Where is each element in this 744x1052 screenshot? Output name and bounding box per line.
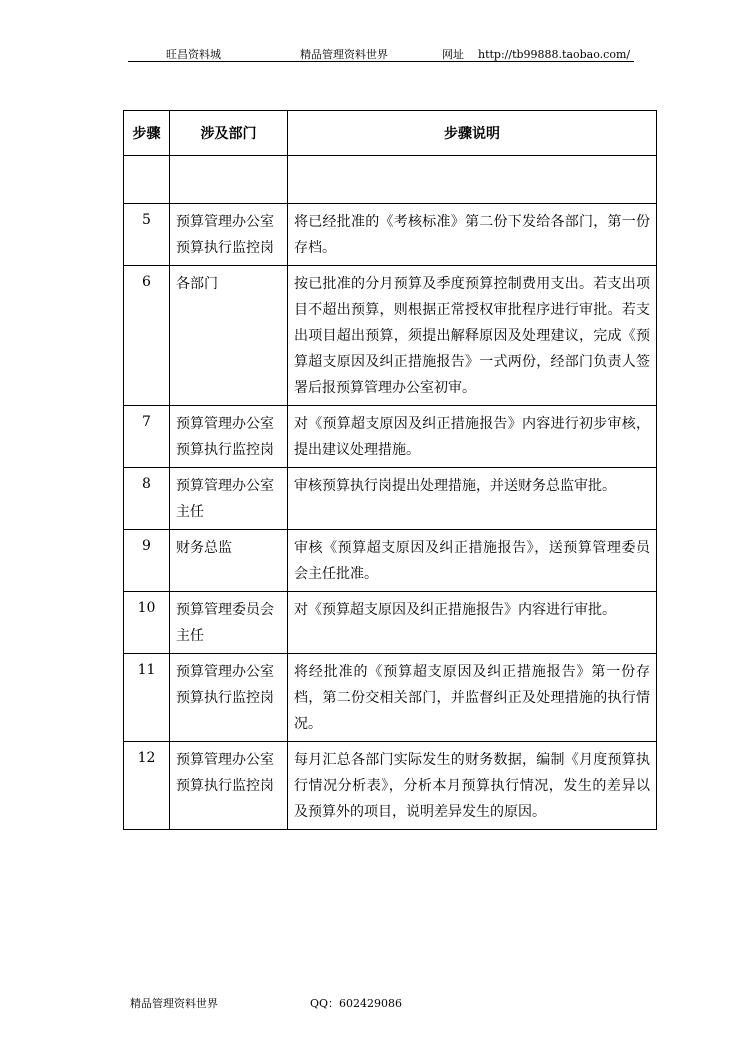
header-world-name: 精品管理资料世界 [300, 48, 388, 61]
step-description: 将经批准的《预算超支原因及纠正措施报告》第一份存档，第二份交相关部门，并监督纠正及处理措施的执行情况。 [288, 654, 657, 742]
steps-table [123, 110, 657, 830]
header-url-label: 网址 [442, 48, 464, 61]
step-number: 12 [124, 742, 170, 830]
step-number: 11 [124, 654, 170, 742]
step-number: 6 [124, 266, 170, 406]
step-description: 对《预算超支原因及纠正措施报告》内容进行审批。 [288, 592, 657, 654]
page-header [128, 44, 634, 62]
step-description: 对《预算超支原因及纠正措施报告》内容进行初步审核，提出建议处理措施。 [288, 406, 657, 468]
header-desc: 步骤说明 [288, 111, 657, 156]
step-number: 8 [124, 468, 170, 530]
step-description: 将已经批准的《考核标准》第二份下发给各部门，第一份存档。 [288, 204, 657, 266]
blank-cell [288, 156, 657, 204]
header-dept: 涉及部门 [170, 111, 288, 156]
step-number: 7 [124, 406, 170, 468]
blank-cell [124, 156, 170, 204]
table-row [124, 406, 657, 468]
step-department: 预算管理办公室预算执行监控岗 [170, 204, 288, 266]
step-number: 9 [124, 530, 170, 592]
header-step: 步骤 [124, 111, 170, 156]
table-header-row [124, 111, 657, 156]
table-row [124, 204, 657, 266]
footer-world-name: 精品管理资料世界 [130, 997, 218, 1010]
table-row [124, 742, 657, 830]
table-row-blank [124, 156, 657, 204]
header-shop-name: 旺昌资料城 [166, 48, 221, 61]
step-description: 审核《预算超支原因及纠正措施报告》，送预算管理委员会主任批准。 [288, 530, 657, 592]
header-url-link[interactable]: http://tb99888.taobao.com/ [478, 48, 631, 61]
table-row [124, 468, 657, 530]
step-description: 每月汇总各部门实际发生的财务数据，编制《月度预算执行情况分析表》，分析本月预算执行情况，发生的差异以及预算外的项目，说明差异发生的原因。 [288, 742, 657, 830]
table-row [124, 592, 657, 654]
table-row [124, 654, 657, 742]
table-row [124, 530, 657, 592]
step-number: 10 [124, 592, 170, 654]
step-department: 预算管理委员会主任 [170, 592, 288, 654]
step-number: 5 [124, 204, 170, 266]
step-department: 预算管理办公室预算执行监控岗 [170, 406, 288, 468]
blank-cell [170, 156, 288, 204]
step-department: 预算管理办公室预算执行监控岗 [170, 654, 288, 742]
step-description: 审核预算执行岗提出处理措施，并送财务总监审批。 [288, 468, 657, 530]
table-row [124, 266, 657, 406]
step-department: 预算管理办公室预算执行监控岗 [170, 742, 288, 830]
step-department: 各部门 [170, 266, 288, 406]
step-department: 预算管理办公室主任 [170, 468, 288, 530]
step-department: 财务总监 [170, 530, 288, 592]
step-description: 按已批准的分月预算及季度预算控制费用支出。若支出项目不超出预算，则根据正常授权审批程序进行审批。若支出项目超出预算，须提出解释原因及处理建议，完成《预算超支原因及纠正措施报告》一式两份，经部门负责人签署后报预算管理办公室初审。 [288, 266, 657, 406]
footer-qq: QQ：602429086 [310, 997, 403, 1010]
header-url [442, 46, 630, 62]
